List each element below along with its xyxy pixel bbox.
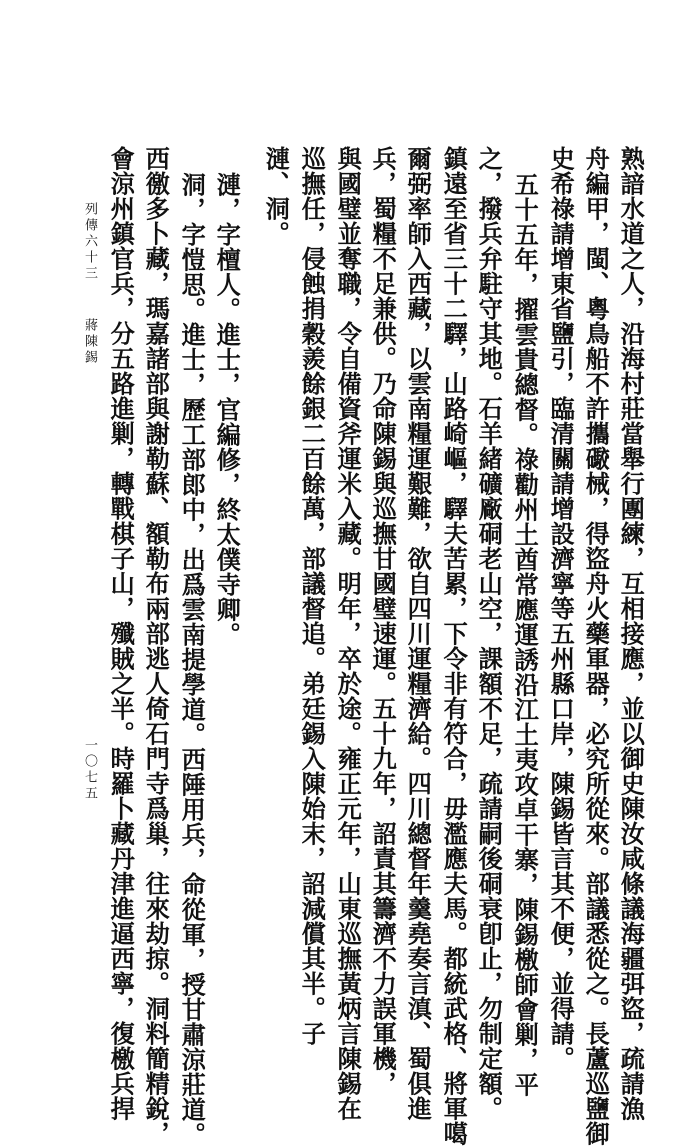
text-column: 爾弼率師入西藏，以雲南糧運艱難，欲自四川運糧濟給。四川總督年羹堯奏言滇、蜀俱進 — [403, 146, 433, 1121]
page-number: 一〇七五 — [82, 738, 97, 802]
biography-name: 蔣陳錫 — [82, 318, 97, 366]
text-column: 鎮遠至省三十二驛，山路崎嶇，驛夫苦累，下令非有符合，毋濫應夫馬。都統武格、將軍噶 — [439, 146, 469, 1146]
text-column: 巡撫任，侵蝕捐穀羨餘銀二百餘萬，部議督追。弟廷錫入陳始末，詔減償其半。子 — [297, 146, 327, 1046]
text-column: 五十五年，擢雲貴總督。祿勸州土酋常應運誘沿江土夷攻卓干寨，陳錫檄師會剿，平 — [510, 172, 540, 1097]
text-column: 兵，蜀糧不足兼供。乃命陳錫與巡撫甘國璧速運。五十九年，詔責其籌濟不力誤軍機， — [368, 146, 398, 1096]
text-column: 熟諳水道之人，沿海村莊當舉行團練，互相接應，並以御史陳汝咸條議海疆弭盜，疏請漁 — [616, 146, 646, 1121]
text-column: 與國璧並奪職，令自備資斧運米入藏。明年，卒於途。雍正元年，山東巡撫黃炳言陳錫在 — [333, 146, 363, 1121]
text-column: 西徼多卜藏，瑪嘉諸部與謝勒蘇、額勒布兩部逃人倚石門寺爲巢，往來劫掠。洞料簡精銳， — [141, 146, 171, 1146]
text-column: 史希祿請增東省鹽引，臨清關請增設濟寧等五州縣口岸，陳錫皆言其不便，並得請。 — [546, 146, 576, 1071]
text-column: 之，撥兵弁駐守其地。石羊緒礦廠硐老山空，課額不足，疏請嗣後硐衰卽止，勿制定額。 — [474, 146, 504, 1121]
text-column: 會涼州鎮官兵，分五路進剿，轉戰棋子山，殲賊之半。時羅卜藏丹津進逼西寧，復檄兵捍 — [106, 146, 136, 1121]
text-column: 漣、洞。 — [261, 146, 291, 246]
text-column: 舟編甲，閩、粵鳥船不許攜礮械，得盜舟火藥軍器，必究所從來。部議悉從之。長蘆巡鹽御 — [581, 146, 611, 1146]
text-column: 漣，字檀人。進士，官編修，終太僕寺卿。 — [212, 172, 242, 647]
text-column: 洞，字愷思。進士，歷工部郎中，出爲雲南提學道。西陲用兵，命從軍，授甘肅涼莊道。 — [177, 172, 207, 1147]
chapter-title: 列傳六十三 — [82, 202, 97, 282]
